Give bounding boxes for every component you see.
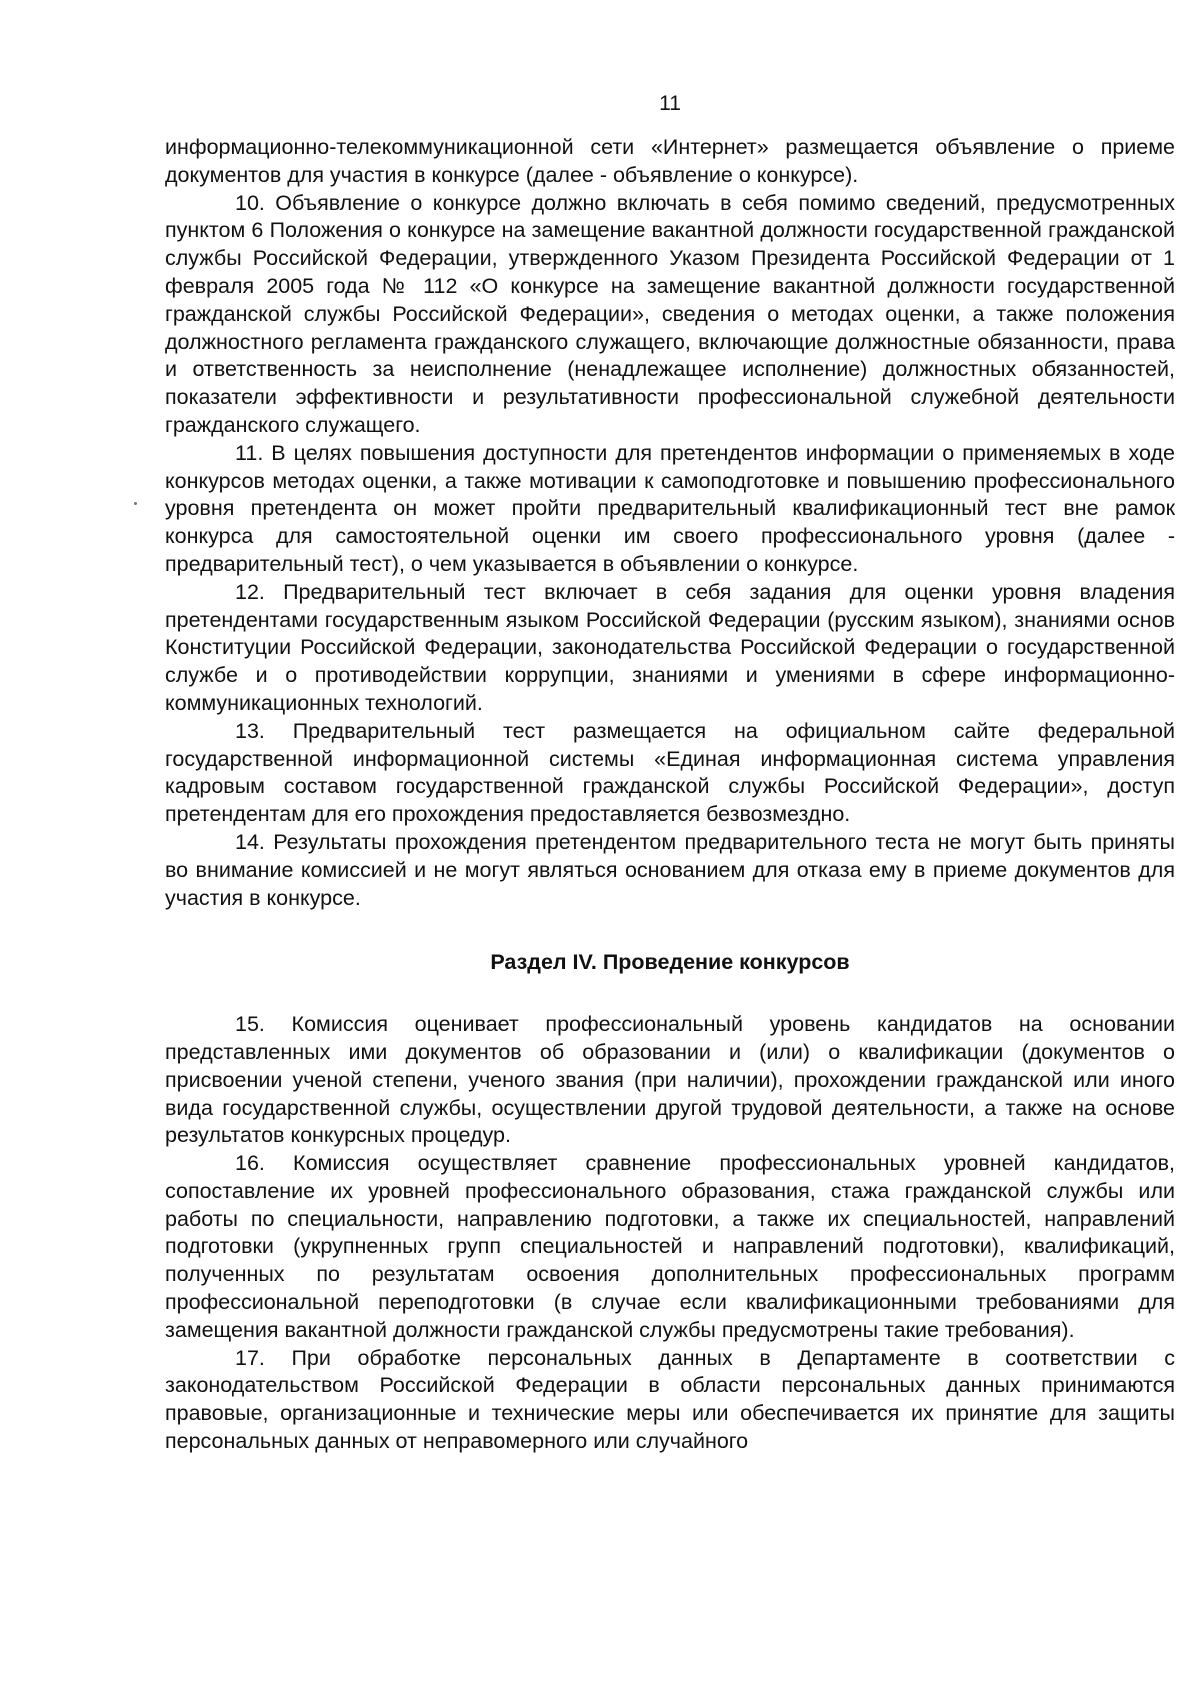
paragraph: 14. Результаты прохождения претендентом предварительного теста не могут быть приняты во внимание комиссией и не могут являться основанием для отказа ему в приеме документов для участия в конкурсе. [165, 829, 1175, 910]
paragraph: 17. При обработке персональных данных в Департаменте в соответствии с законодательством Российской Федерации в области персональных данных принимаются правовые, организационные и технические меры или обеспечивается их принятие для защиты персональных данных от неправомерного или случайного [165, 1345, 1175, 1454]
page-number: 11 [659, 92, 681, 115]
paragraph: 15. Комиссия оценивает профессиональный уровень кандидатов на основании представленных ими документов об образовании и (или) о квалификации (документов о присвоении ученой степени, ученого звания (при наличии), прохождении гражданской или иного вида государственной службы, осуществлении другой трудовой деятельности, а также на основе результатов конкурсных процедур. [165, 1012, 1175, 1148]
paragraph: 11. В целях повышения доступности для претендентов информации о применяемых в ходе конкурсов методах оценки, а также мотивации к самоподготовке и повышению профессионального уровня претендента он может пройти предварительный квалификационный тест вне рамок конкурса для самостоятельной оценки им своего профессионального уровня (далее - предварительный тест), о чем указывается в объявлении о конкурсе. [165, 440, 1175, 576]
paragraph: 12. Предварительный тест включает в себя задания для оценки уровня владения претендентами государственным языком Российской Федерации (русским языком), знаниями основ Конституции Российской Федерации, законодательства Российской Федерации о государственной службе и о противодействии коррупции, знаниями и умениями в сфере информационно-коммуникационных технологий. [165, 579, 1175, 715]
scan-artifact-dot [134, 502, 137, 505]
paragraph: 10. Объявление о конкурсе должно включать в себя помимо сведений, предусмотренных пунктом 6 Положения о конкурсе на замещение вакантной должности государственной гражданской службы Российской Федерации, утвержденного Указом Президента Российской Федерации от 1 февраля 2005 года № 112 «О конкурсе на замещение вакантной должности государственной гражданской службы Российской Федерации», сведения о методах оценки, а также положения должностного регламента гражданского служащего, включающие должностные обязанности, права и ответственность за неисполнение (ненадлежащее исполнение) должностных обязанностей, показатели эффективности и результативности профессиональной служебной деятельности гражданского служащего. [165, 190, 1175, 437]
paragraph: 16. Комиссия осуществляет сравнение профессиональных уровней кандидатов, сопоставление их уровней профессионального образования, стажа гражданской службы или работы по специальности, направлению подготовки, а также их специальностей, направлений подготовки (укрупненных групп специальностей и направлений подготовки), квалификаций, полученных по результатам освоения дополнительных профессиональных программ профессиональной переподготовки (в случае если квалификационными требованиями для замещения вакантной должности гражданской службы предусмотрены такие требования). [165, 1151, 1175, 1342]
paragraph: 13. Предварительный тест размещается на официальном сайте федеральной государственной информационной системы «Единая информационная система управления кадровым составом государственной гражданской службы Российской Федерации», доступ претендентам для его прохождения предоставляется безвозмездно. [165, 718, 1175, 827]
paragraphs-after-heading [165, 1011, 1175, 1456]
paragraphs-before-heading [165, 134, 1175, 912]
section-heading: Раздел IV. Проведение конкурсов [490, 950, 850, 975]
paragraph: информационно-телекоммуникационной сети «Интернет» размещается объявление о приеме документов для участия в конкурсе (далее - объявление о конкурсе). [165, 135, 1175, 187]
document-body [165, 134, 1175, 1456]
